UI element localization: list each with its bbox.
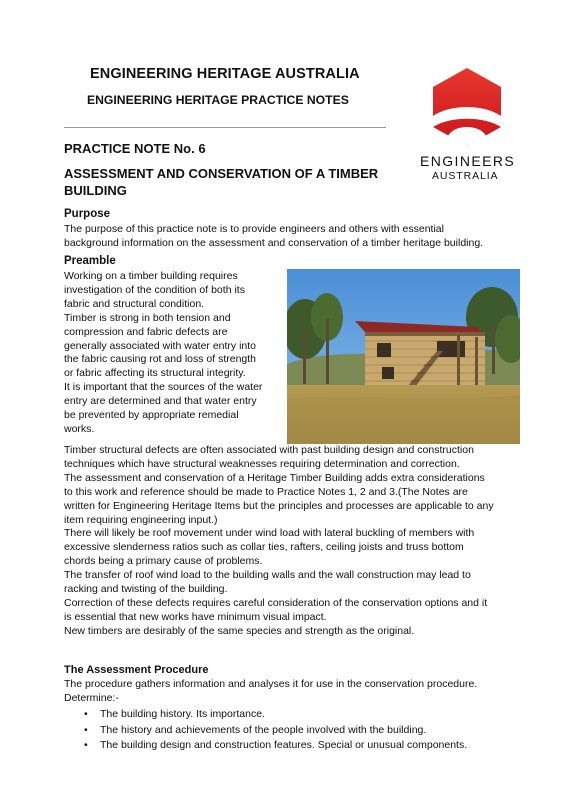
assessment-bullet-list [84,707,524,754]
preamble-full-line: techniques which have structural weaknesses requiring determination and correction. [64,457,460,470]
preamble-line: entry are determined and that water entry [64,395,257,408]
list-item: • The history and achievements of the people involved with the building. [84,723,524,739]
purpose-heading: Purpose [64,208,111,220]
preamble-full-line: The transfer of roof wind load to the building walls and the wall construction may lead to [64,569,471,582]
preamble-line: works. [64,422,95,435]
preamble-full-line: Correction of these defects requires careful consideration of the conservation options and it [64,596,488,609]
list-item: • The building history. Its importance. [84,707,524,723]
preamble-full-text [64,444,524,639]
preamble-full-line: chords being a primary cause of problems. [64,555,263,568]
list-item: • The building design and construction features. Special or unusual components. [84,738,524,754]
timber-building-photo [287,269,520,444]
series-title: ENGINEERING HERITAGE PRACTICE NOTES [87,93,349,107]
preamble-full-line: written for Engineering Heritage Items but the principles and processes are applicable to any [64,499,494,512]
assessment-line: Determine:- [64,691,119,704]
purpose-line: background information on the assessment and conservation of a timber heritage building. [64,236,484,249]
preamble-full-line: to this work and reference should be made to Practice Notes 1, 2 and 3.(The Notes are [64,485,468,498]
preamble-line: or fabric affecting its structural integrity. [64,367,246,380]
preamble-line: Working on a timber building requires [64,270,238,282]
preamble-full-line: The assessment and conservation of a Heritage Timber Building adds extra considerations [64,471,485,484]
preamble-full-line: is essential that new works have minimum visual impact. [64,610,327,623]
timber-building-photo-image [287,269,520,444]
assessment-line: The procedure gathers information and analyses it for use in the conservation procedure. [64,678,478,690]
preamble-full-line: item requiring engineering input.) [64,513,218,526]
note-title-line-1: ASSESSMENT AND CONSERVATION OF A TIMBER [64,166,379,181]
preamble-line: Timber is strong in both tension and [64,311,231,324]
purpose-line: The purpose of this practice note is to provide engineers and others with essential [64,223,444,235]
logo-text-engineers: ENGINEERS [420,153,516,169]
preamble-line: generally associated with water entry into [64,339,257,352]
preamble-heading: Preamble [64,255,116,267]
preamble-line: compression and fabric defects are [64,325,228,338]
preamble-full-line: Timber structural defects are often associated with past building design and construction [64,444,474,456]
preamble-full-line: There will likely be roof movement under wind load with lateral buckling of members with [64,527,475,540]
assessment-text [64,678,524,706]
preamble-line: be prevented by appropriate remedial [64,409,239,422]
preamble-full-line: racking and twisting of the building. [64,583,228,596]
hexagon-logo-icon [430,66,504,150]
assessment-heading: The Assessment Procedure [64,664,209,676]
preamble-line: fabric and structural condition. [64,297,205,310]
purpose-text [64,223,534,251]
preamble-line: It is important that the sources of the water [64,381,263,394]
header-divider [64,127,386,128]
practice-note-number: PRACTICE NOTE No. 6 [64,141,206,156]
org-title: ENGINEERING HERITAGE AUSTRALIA [90,66,360,82]
preamble-line: investigation of the condition of both its [64,283,245,296]
note-title-line-2: BUILDING [64,183,127,198]
preamble-wrapped-text [64,270,284,437]
preamble-full-line: New timbers are desirably of the same species and strength as the original. [64,624,415,637]
preamble-line: the fabric causing rot and loss of strength [64,353,257,366]
preamble-full-line: excessive slenderness ratios such as collar ties, rafters, ceiling joists and truss bottom [64,541,464,554]
logo-text-australia: AUSTRALIA [432,170,499,182]
engineers-australia-logo [430,66,504,150]
